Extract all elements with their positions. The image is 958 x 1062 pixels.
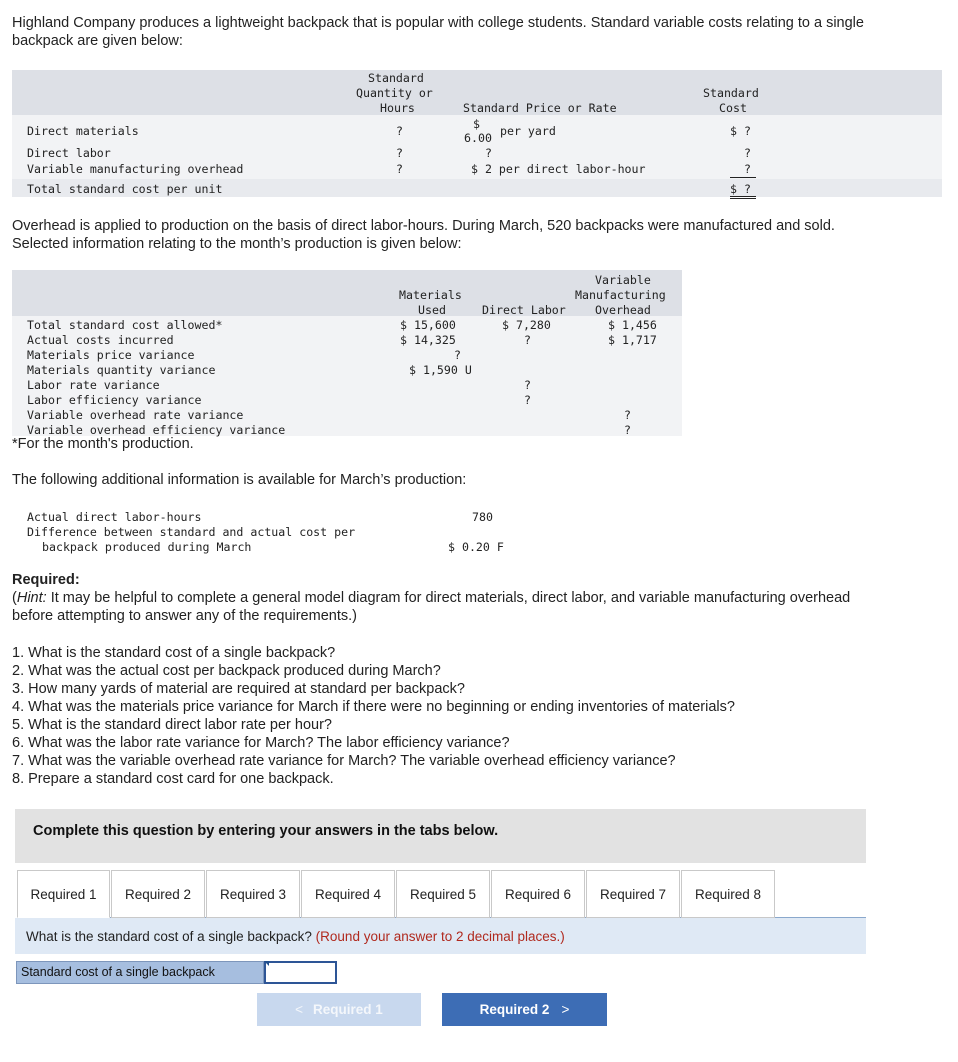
overhead-line-2: Selected information relating to the month’s production is given below: (12, 236, 462, 252)
t2-row-label: Variable overhead rate variance (27, 408, 244, 422)
prev-button-label: Required 1 (313, 1002, 383, 1017)
header-cost-line-1: Standard (703, 86, 759, 100)
t2-cell-voh: $ 1,456 (608, 318, 657, 332)
t2-row-label: Actual costs incurred (27, 333, 174, 347)
question-text: What is the standard cost of a single backpack? (26, 929, 312, 944)
dm-cost: $ ? (730, 124, 751, 138)
row-label-total: Total standard cost per unit (27, 182, 223, 196)
requirement-item: 2. What was the actual cost per backpack produced during March? (12, 663, 441, 679)
total-cost: $ ? (730, 182, 751, 196)
t2-cell-labor: $ 7,280 (502, 318, 551, 332)
question-line (26, 929, 565, 944)
t2-header-labor: Direct Labor (482, 303, 566, 317)
additional-row-2-label-1: Difference between standard and actual cost per (27, 525, 356, 539)
next-button-label: Required 2 (479, 1002, 550, 1017)
t2-row-label: Materials quantity variance (27, 363, 216, 377)
tab-required-7[interactable]: Required 7 (586, 870, 680, 918)
additional-row-1-label: Actual direct labor-hours (27, 510, 202, 524)
chevron-right-icon: > (561, 1002, 570, 1017)
next-button[interactable] (442, 993, 607, 1026)
prev-button[interactable] (257, 993, 421, 1026)
required-section (12, 571, 850, 625)
t2-row-label: Total standard cost allowed* (27, 318, 223, 332)
question-box (15, 918, 866, 954)
t2-header-voh-2: Manufacturing (575, 288, 666, 302)
additional-row-2-label-2: backpack produced during March (42, 540, 252, 554)
dl-qty: ? (396, 146, 403, 160)
voh-cost: ? (744, 162, 751, 176)
tab-required-5[interactable]: Required 5 (396, 870, 490, 918)
overhead-line-1: Overhead is applied to production on the basis of direct labor-hours. During March, 520 backpacks were manufactured and sold. (12, 218, 835, 234)
dl-cost: ? (744, 146, 751, 160)
t2-header-voh-1: Variable (595, 273, 651, 287)
t2-header-voh-3: Overhead (595, 303, 651, 317)
question-hint: (Round your answer to 2 decimal places.) (315, 929, 565, 944)
requirement-item: 5. What is the standard direct labor rate per hour? (12, 717, 332, 733)
t2-cell-mat: ? (454, 348, 461, 362)
header-price: Standard Price or Rate (463, 101, 617, 115)
t2-row-label: Labor rate variance (27, 378, 160, 392)
banner-text: Complete this question by entering your answers in the tabs below. (33, 823, 499, 839)
intro-line-2: backpack are given below: (12, 33, 183, 49)
overhead-paragraph (12, 217, 835, 253)
tab-required-3[interactable]: Required 3 (206, 870, 300, 918)
table2-footnote: *For the month's production. (12, 436, 194, 452)
hint-text: It may be helpful to complete a general model diagram for direct materials, direct labor, and variable manufacturing overhead (46, 590, 851, 606)
t2-cell-labor: ? (524, 393, 531, 407)
requirement-item: 3. How many yards of material are required at standard per backpack? (12, 681, 465, 697)
header-qty-line-2: Quantity or (356, 86, 433, 100)
dl-price: ? (485, 146, 492, 160)
t2-cell-labor: ? (524, 333, 531, 347)
t2-cell-voh: ? (624, 423, 631, 437)
t2-cell-mat: $ 14,325 (400, 333, 456, 347)
t2-cell-voh: ? (624, 408, 631, 422)
requirement-item: 1. What is the standard cost of a single backpack? (12, 645, 336, 661)
tab-required-6[interactable]: Required 6 (491, 870, 585, 918)
chevron-left-icon: < (295, 1002, 304, 1017)
requirement-item: 6. What was the labor rate variance for March? The labor efficiency variance? (12, 735, 510, 751)
hint-word: Hint: (16, 590, 47, 606)
additional-row-2-value: $ 0.20 F (448, 540, 504, 554)
voh-qty: ? (396, 162, 403, 176)
row-label-direct-labor: Direct labor (27, 146, 111, 160)
standard-cost-input[interactable] (264, 961, 337, 984)
tab-required-2[interactable]: Required 2 (111, 870, 205, 918)
header-qty-line-3: Hours (380, 101, 415, 115)
t2-row-label: Materials price variance (27, 348, 195, 362)
requirements-list (12, 644, 735, 788)
dm-price-unit: per yard (500, 124, 556, 138)
voh-price: $ 2 per direct labor-hour (471, 162, 646, 176)
t2-header-mat-1: Materials (399, 288, 462, 302)
tab-required-4[interactable]: Required 4 (301, 870, 395, 918)
header-qty-line-1: Standard (368, 71, 424, 85)
dm-price-dollar: $ (473, 117, 480, 131)
requirement-item: 8. Prepare a standard cost card for one backpack. (12, 771, 334, 787)
additional-row-1-value: 780 (472, 510, 493, 524)
hint-line-2: before attempting to answer any of the requirements.) (12, 608, 357, 624)
requirement-item: 7. What was the variable overhead rate variance for March? The variable overhead efficiency variance? (12, 753, 676, 769)
additional-intro: The following additional information is available for March’s production: (12, 472, 467, 488)
t2-header-mat-2: Used (418, 303, 446, 317)
dm-qty: ? (396, 124, 403, 138)
tab-required-8[interactable]: Required 8 (681, 870, 775, 918)
row-label-variable-overhead: Variable manufacturing overhead (27, 162, 244, 176)
hint-open-paren: ( (12, 590, 17, 606)
tab-required-1[interactable]: Required 1 (17, 870, 110, 918)
required-heading: Required: (12, 572, 80, 588)
input-corner-marker-icon (264, 961, 269, 966)
row-label-direct-materials: Direct materials (27, 124, 139, 138)
total-double-rule (730, 196, 756, 199)
requirement-item: 4. What was the materials price variance for March if there were no beginning or ending inventories of materials? (12, 699, 735, 715)
subtotal-rule (730, 177, 756, 178)
header-cost-line-2: Cost (719, 101, 747, 115)
hint-line-1 (12, 589, 850, 607)
dm-price-amount: 6.00 (464, 131, 492, 145)
intro-text (12, 14, 864, 50)
intro-line-1: Highland Company produces a lightweight backpack that is popular with college students. Standard variable costs relating to a single (12, 15, 864, 31)
instructions-banner (15, 809, 866, 863)
t2-cell-labor: ? (524, 378, 531, 392)
t2-cell-mat: $ 15,600 (400, 318, 456, 332)
t2-row-label: Labor efficiency variance (27, 393, 202, 407)
t2-row-label: Variable overhead efficiency variance (27, 423, 286, 437)
answer-label: Standard cost of a single backpack (16, 961, 264, 984)
t2-cell-voh: $ 1,717 (608, 333, 657, 347)
t2-cell-mat: $ 1,590 U (409, 363, 472, 377)
